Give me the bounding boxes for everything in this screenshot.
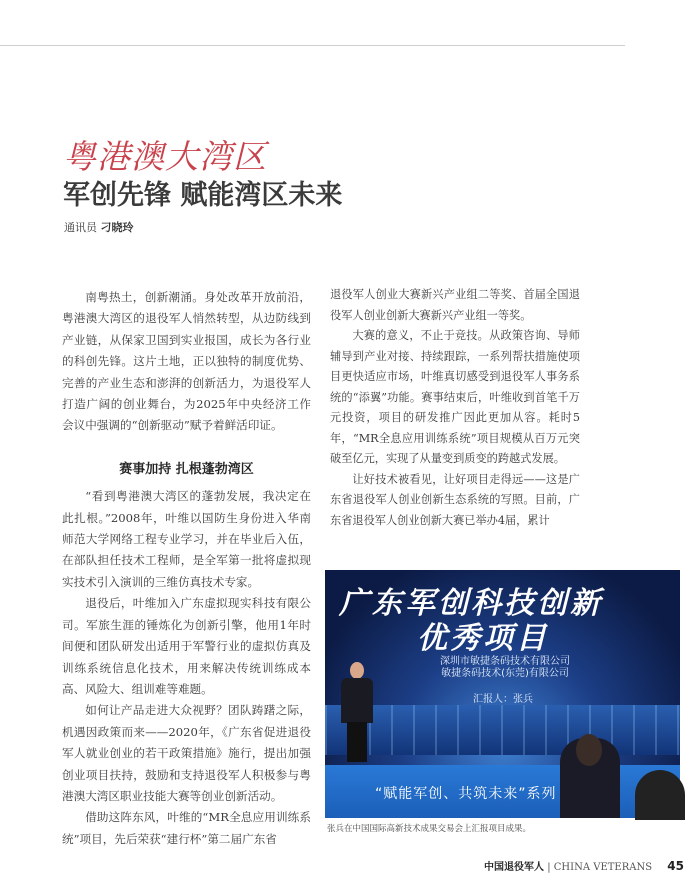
article-kicker: 粤港澳大湾区	[63, 137, 267, 176]
screen-title-line2: 优秀项目	[417, 621, 549, 656]
paragraph: 退役军人创业大赛新兴产业组二等奖、首届全国退役军人创业创新大赛新兴产业组一等奖。	[330, 288, 580, 322]
body-column-right	[330, 285, 580, 531]
byline-role: 通讯员	[64, 221, 97, 234]
paragraph: 退役后，叶维加入广东虚拟现实科技有限公司。军旅生涯的锤炼化为创新引擎，他用1年时间便和团队研发出适用于军警行业的虚拟仿真及训练系统信息化技术，用来解决传统训练成本高、风险大、组训难等难题。	[62, 596, 311, 696]
top-rule	[0, 45, 625, 46]
paragraph: 大赛的意义，不止于竞技。从政策咨询、导师辅导到产业对接、持续跟踪，一系列帮扶措施使项目更快适应市场，叶维真切感受到退役军人事务系统的“添翼”功能。赛事结束后，叶维收到首笔千万元投资，项目的研发推广因此更加从容。耗时5年，“MR全息应用训练系统”项目规模从百万元突破至亿元，实现了从量变到质变的跨越式发展。	[330, 329, 580, 465]
section-heading: 赛事加持 扎根蓬勃湾区	[119, 461, 254, 477]
paragraph: “看到粤港澳大湾区的蓬勃发展，我决定在此扎根。”2008年，叶维以国防生身份进入华南师范大学网络工程专业学习，并在毕业后入伍，在部队担任技术工程师，是全军第一批将虚拟现实技术引入演训的三维仿真技术专家。	[62, 489, 311, 589]
magazine-name-cn: 中国退役军人	[484, 862, 544, 873]
screen-companies	[435, 656, 575, 680]
page-number: 45	[667, 859, 684, 873]
article-photo	[325, 570, 680, 818]
audience-member	[635, 770, 685, 820]
screen-reporter: 汇报人：张兵	[473, 694, 533, 705]
company-name: 深圳市敏捷条码技术有限公司	[440, 656, 570, 667]
magazine-name-en: CHINA VETERANS	[553, 862, 653, 873]
page-footer	[484, 858, 684, 873]
footer-separator: |	[547, 862, 551, 873]
article-title: 军创先锋 赋能湾区未来	[63, 180, 343, 211]
body-column-left	[62, 287, 311, 850]
byline-name: 刁晓玲	[100, 221, 134, 234]
banner-text: “赋能军创、共筑未来”系列	[375, 786, 557, 802]
paragraph: 南粤热土，创新潮涌。身处改革开放前沿，粤港澳大湾区的退役军人悄然转型，从边防线到产业链，从保家卫国到实业报国，成长为各行业的科创先锋。这片土地，正以独特的制度优势、完善的产业生态和澎湃的创新活力，为退役军人打造广阔的创业舞台，为2025年中央经济工作会议中强调的“创新驱动”赋予着鲜活印证。	[62, 290, 311, 433]
photo-caption: 张兵在中国国际高新技术成果交易会上汇报项目成果。	[327, 824, 532, 834]
screen-title-line1: 广东军创科技创新	[339, 586, 603, 621]
company-name: 敏捷条码技术(东莞)有限公司	[441, 668, 569, 679]
paragraph: 借助这阵东风，叶维的“MR全息应用训练系统”项目，先后荣获“建行杯”第二届广东省	[62, 810, 311, 846]
paragraph: 让好技术被看见，让好项目走得远——这是广东省退役军人创业创新生态系统的写照。目前，广东省退役军人创业创新大赛已举办4届，累计	[330, 472, 580, 527]
screen-stage-graphic	[325, 705, 680, 755]
stage-banner	[325, 765, 680, 818]
audience-member	[560, 738, 620, 818]
speaker-figure	[341, 662, 373, 762]
paragraph: 如何让产品走进大众视野？团队踌躇之际，机遇因政策而来——2020年，《广东省促进退役军人就业创业的若干政策措施》施行，提出加强创业项目扶持，鼓励和支持退役军人积极参与粤港澳大湾区职业技能大赛等创业创新活动。	[62, 703, 311, 803]
byline	[64, 219, 134, 235]
